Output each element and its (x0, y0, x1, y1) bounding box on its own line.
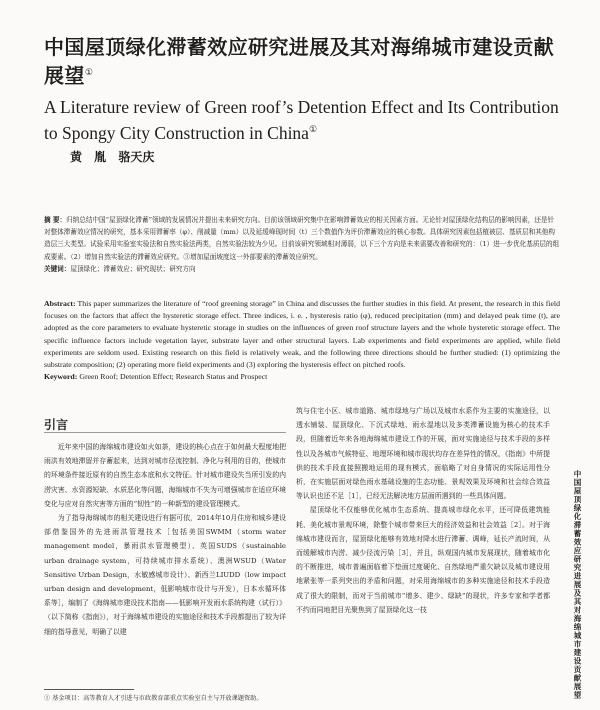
title-en-footnote-mark: ① (308, 124, 318, 134)
keywords-cn-label: 关键词： (44, 264, 71, 273)
keywords-en-text: Green Roof; Detention Effect; Research Status and Prospect (79, 372, 268, 382)
title-cn-footnote-mark: ① (84, 68, 94, 78)
abstract-cn-text: 归纳总结中国“屋顶绿化滞蓄”领域的发展情况并提出未来研究方向。目前该领域研究集中在影响滞蓄效应的相关因素方面。无论针对屋顶绿化结构层的影响因素，还是针对整体滞蓄效应情况的研究，基本采用滞蓄率（φ）、削减量（mm）以及延缓峰现时间（t）三个数值作为评价滞蓄效应的核心参数。具体研究因素包括植被层、基质层和其他构造层三大类型。试验采用实验室实验法和自然实验法两类，自然实验法较为少见。目前该研究领域相对薄弱，以下三个方向是未来需要改善和研究的：（1）进一步优化基质层的组成要素。（2）增加自然实验法的滞蓄效应研究。③增加屋面坡度这一外部要素的滞蓄效应研究。 (44, 216, 560, 261)
running-title-sidebar: 中国屋顶绿化滞蓄效应研究进展及其对海绵城市建设贡献展望 (573, 470, 582, 700)
paper-title-cn: 中国屋顶绿化滞蓄效应研究进展及其对海绵城市建设贡献展望① (44, 35, 554, 88)
abstract-en-text: This paper summarizes the literature of “roof greening storage” in China and discusses the further studies in this field. At present, the research in this field focuses on the factors that affect the hysteretic storage effect. Three indices, i. e. , hysteresis ratio (φ), reduced precipitation (mm) and delayed peak time (t), are adopted as the core parameters to evaluate hysteretic storage in studies on the influences of green roof structure layers and the whole hysteretic storage effect. The specific influence factors include vegetation layer, substrate layer and other structural layers. Lab experiments and field experiments are applied, while field experiments are seldom used. Existing research on this field is relatively weak, and the following three directions should be further studied: (1) optimizing the substrate composition; (2) operating more field experiments and (3) exploring the hysteresis effect on pitched roofs. (44, 299, 560, 370)
right-column (296, 404, 550, 617)
abstract-en (44, 298, 560, 383)
footnote (44, 693, 544, 702)
footnote-rule (44, 689, 134, 690)
abstract-cn (44, 214, 560, 275)
authors: 黄 胤 骆天庆 (70, 150, 155, 164)
footnote-text: 基金项目：高等教育人才引进与市政教育部重点实验室自主与开放课题资助。 (52, 695, 263, 702)
section-rule (44, 432, 286, 433)
keywords-en-label: Keyword: (44, 372, 78, 382)
body-paragraph: 筑与住宅小区、城市道路、城市绿地与广场以及城市水系作为主要的实施途径，以透水铺装、屋顶绿化、下沉式绿地、雨水湿地以及多类滞蓄设施为核心的技术手段，但随着近年来各地海绵城市建设工作的开展，面对实施途径与技术手段的多样性以及各城市气候特征、地理环境和城市现状均存在差异性的情况，《指南》中所提供的技术手段直接照搬地运用的现有模式，面临略了对自身情况的实际运用性分析，在实施层面对绿色雨水基础设施的生态功能、景观效果及环境和社会综合效益等认识也还不足［1］，已经无法解决地方层面所遇到的一些具体问题。 (296, 407, 550, 501)
section-title-intro: 引言 (44, 418, 69, 432)
abstract-en-label: Abstract: (44, 299, 76, 308)
paper-title-en: A Literature review of Green roof’s Detention Effect and Its Contribution to Spongy City Construction in China① (44, 97, 559, 143)
keywords-cn-text: 屋顶绿化；滞蓄效应；研究现状；研究方向 (70, 264, 196, 273)
footnote-mark: ① (44, 695, 51, 702)
body-paragraph: 为了指导海绵城市的相关建设进行有据可依，2014年10月住房和城乡建设部借鉴国外的先进雨洪管理技术［包括美国SWMM（storm water management model，暴雨洪水管理模型）、英国SUDS（sustainable urban drainage system，可持续城市排水系统）、澳洲WSUD（Water Sensitive Urban Design，水敏感城市设计）、新西兰LIUDD（low impact urban design and development，低影响城市设计与开发），日本水循环体系等］，编制了《海绵城市建设技术指南——低影响开发雨水系统构建（试行）》（以下简称《指南》），对于海绵城市建设的实施途径和技术手段都提出了较为详细的指导意见，明确了以建 (44, 514, 286, 636)
abstract-cn-label: 摘 要： (44, 216, 67, 224)
left-column (44, 440, 286, 639)
body-paragraph: 屋顶绿化不仅能够优化城市生态系统、提高城市绿化水平，还可降低建筑能耗、美化城市景观环境，除整个城市带来巨大的经济效益和社会效益［2］。对于海绵城市建设而言，屋顶绿化能够有效地对降水进行滞蓄、调峰，延长产流时间，从而缓解城市内涝、减少径流污染［3］，并且，纵观国内城市发展现状，随着城市化的不断推进，城市普遍面临着下垫面过度硬化、自然绿地严重欠缺以及城市建设用地紧张等一系列突出的矛盾和问题，对采用海绵城市的多种实施途径和技术手段造成了很大的限制，而对于当前城市“增多、建少、绿缺”的现状，许多专家和学者都不约而同地把目光聚焦到了屋顶绿化这一技 (296, 506, 550, 614)
body-paragraph: 近年来中国的海绵城市建设如火如荼，建设的核心点在于如何最大程度地把雨洪有效地滞留并存蓄起来，达到对城市径流控制、净化与利用的目的，使城市的环境条件接近原有的自然生态本底和水文特征。针对城市建设失当所引发的内涝灾害、水资源短缺、水质恶化等问题，海绵城市不失为可增强城市在适应环境变化与应对自然灾害等方面的“韧性”的一种新型的建设管理模式。 (44, 443, 286, 508)
